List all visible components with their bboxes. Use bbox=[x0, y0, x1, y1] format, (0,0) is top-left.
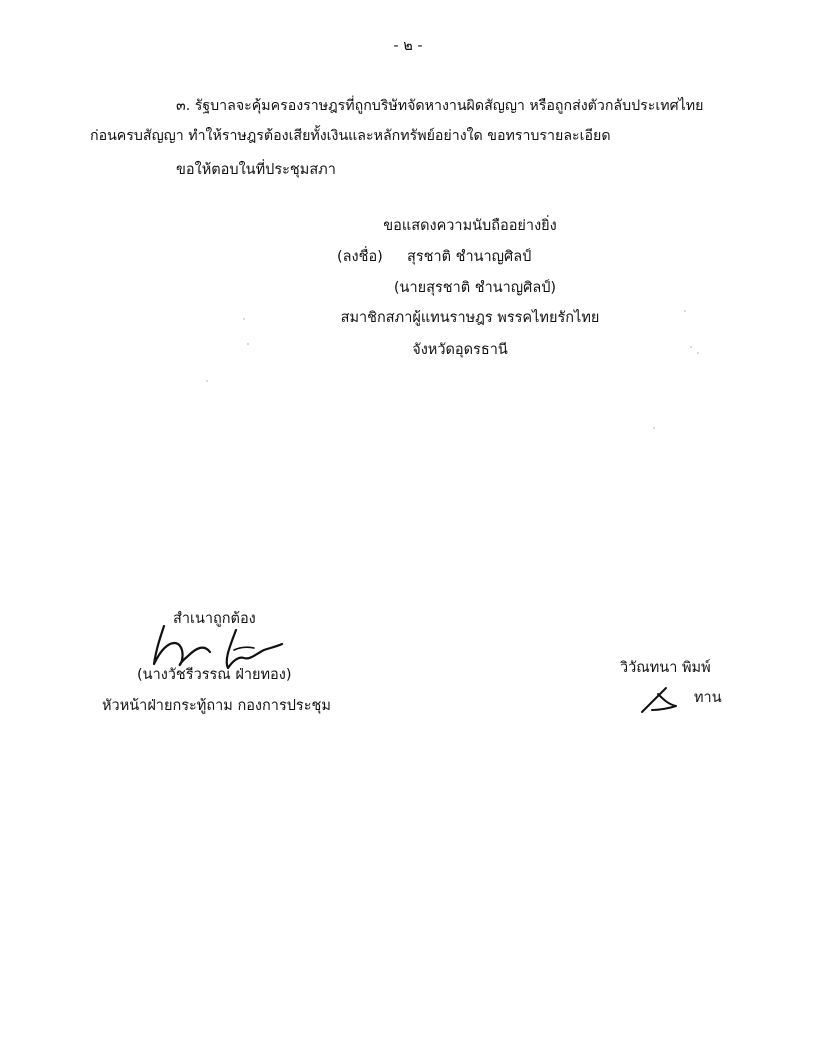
scan-speck bbox=[690, 346, 692, 348]
signed-name: สุรชาติ ชำนาญศิลป์ bbox=[407, 249, 532, 265]
page-number: - ๒ - bbox=[393, 38, 423, 54]
checked-by-label: ทาน bbox=[694, 690, 722, 706]
scan-speck bbox=[206, 380, 208, 382]
signer-full-name: (นายสุรชาติ ชำนาญศิลป์) bbox=[393, 280, 557, 296]
scan-speck bbox=[243, 318, 245, 320]
signer-position: สมาชิกสภาผู้แทนราษฎร พรรคไทยรักไทย bbox=[340, 310, 600, 326]
checker-initials bbox=[636, 682, 684, 718]
certified-copy-label: สำเนาถูกต้อง bbox=[173, 611, 256, 627]
scan-speck bbox=[684, 310, 686, 312]
scan-speck bbox=[247, 343, 249, 345]
question-line-2: ก่อนครบสัญญา ทำให้ราษฎรต้องเสียทั้งเงินและหลักทรัพย์อย่างใด ขอทราบรายละเอียด bbox=[90, 128, 611, 144]
signed-label: (ลงชื่อ) bbox=[337, 249, 383, 265]
closing-regards: ขอแสดงความนับถืออย่างยิ่ง bbox=[383, 218, 557, 234]
signer-province: จังหวัดอุดรธานี bbox=[412, 342, 508, 358]
response-request: ขอให้ตอบในที่ประชุมสภา bbox=[176, 162, 336, 178]
question-line-1: ๓. รัฐบาลจะคุ้มครองราษฎรที่ถูกบริษัทจัดหางานผิดสัญญา หรือถูกส่งตัวกลับประเทศไทย bbox=[176, 98, 704, 114]
certifier-name: (นางวัชรีวรรณ ฝ่ายทอง) bbox=[137, 667, 292, 683]
scan-speck bbox=[697, 352, 699, 354]
typist-name: วิวัณทนา พิมพ์ bbox=[620, 660, 711, 676]
scan-speck bbox=[653, 427, 655, 429]
certifier-title: หัวหน้าฝ่ายกระทู้ถาม กองการประชุม bbox=[102, 698, 331, 714]
